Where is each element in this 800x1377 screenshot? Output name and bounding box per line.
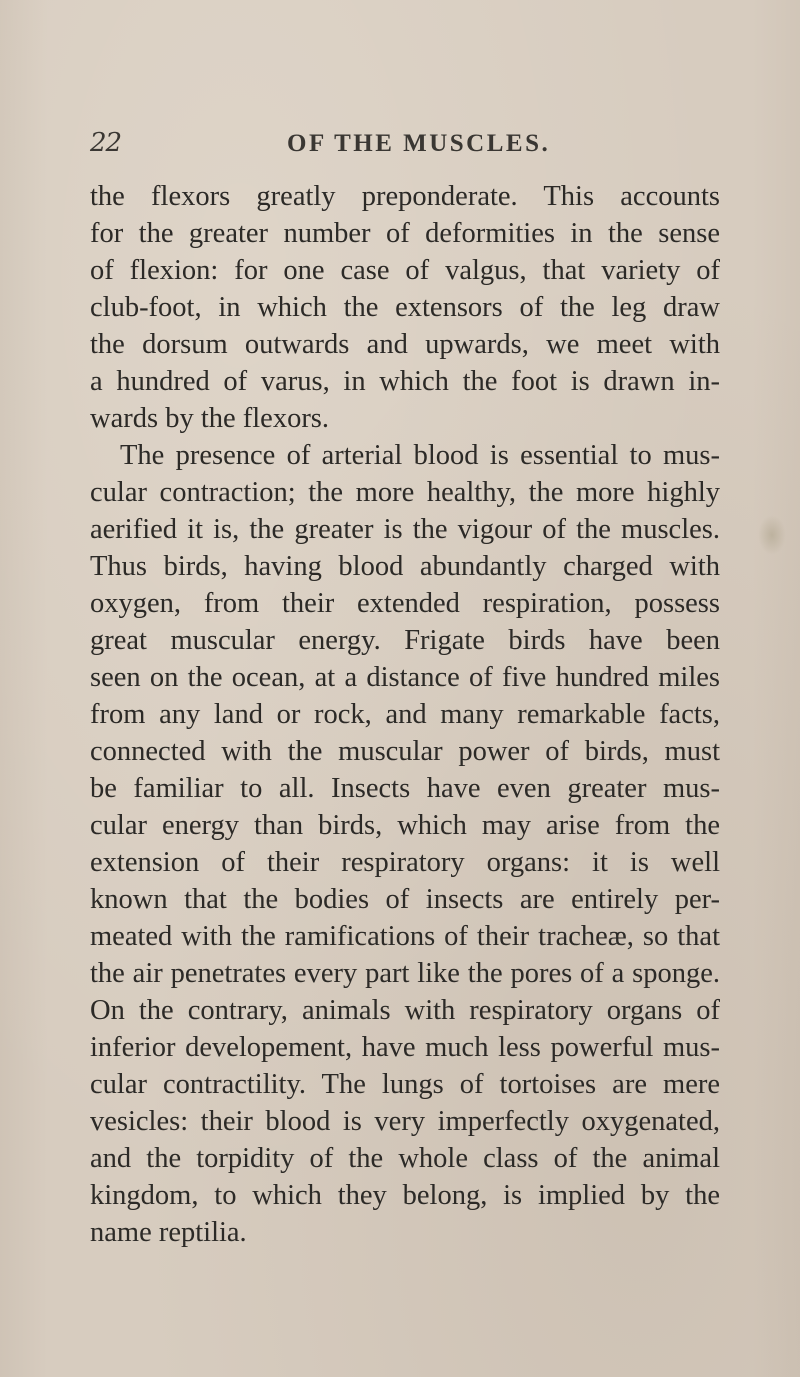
text-line: for the greater number of deformities in the sense [90, 218, 720, 249]
text-line: from any land or rock, and many remarkable facts, [90, 699, 720, 730]
text-line: aerified it is, the greater is the vigour of the muscles. [90, 514, 720, 545]
paragraph-start-line: The presence of arterial blood is essential to mus- [120, 440, 720, 471]
text-line: vesicles: their blood is very imperfectly oxygenated, [90, 1106, 720, 1137]
text-line: known that the bodies of insects are entirely per- [90, 884, 720, 915]
text-line: the air penetrates every part like the pores of a sponge. [90, 958, 720, 989]
text-line: a hundred of varus, in which the foot is drawn in- [90, 366, 720, 397]
text-line: extension of their respiratory organs: it is well [90, 847, 720, 878]
text-line: cular contraction; the more healthy, the more highly [90, 477, 720, 508]
text-line: kingdom, to which they belong, is implied by the [90, 1180, 720, 1211]
text-line: On the contrary, animals with respiratory organs of [90, 995, 720, 1026]
text-line: Thus birds, having blood abundantly charged with [90, 551, 720, 582]
page-stain [758, 515, 786, 555]
text-line: great muscular energy. Frigate birds have been [90, 625, 720, 656]
text-line: the flexors greatly preponderate. This accounts [90, 181, 720, 212]
text-line: meated with the ramifications of their tracheæ, so that [90, 921, 720, 952]
page-number: 22 [90, 128, 122, 158]
text-line: the dorsum outwards and upwards, we meet with [90, 329, 720, 360]
text-line: connected with the muscular power of birds, must [90, 736, 720, 767]
text-line: and the torpidity of the whole class of the animal [90, 1143, 720, 1174]
text-line: wards by the flexors. [90, 403, 330, 434]
text-line: of flexion: for one case of valgus, that variety of [90, 255, 720, 286]
text-line: cular energy than birds, which may arise from the [90, 810, 720, 841]
text-line: name reptilia. [90, 1217, 247, 1248]
running-head [90, 128, 730, 162]
text-line: oxygen, from their extended respiration, possess [90, 588, 720, 619]
text-line: club-foot, in which the extensors of the leg draw [90, 292, 720, 323]
running-head-title: OF THE MUSCLES. [287, 130, 551, 157]
text-line: seen on the ocean, at a distance of five hundred miles [90, 662, 720, 693]
text-line: cular contractility. The lungs of tortoises are mere [90, 1069, 720, 1100]
text-line: be familiar to all. Insects have even greater mus- [90, 773, 720, 804]
text-line: inferior developement, have much less powerful mus- [90, 1032, 720, 1063]
body-text [90, 178, 720, 1251]
